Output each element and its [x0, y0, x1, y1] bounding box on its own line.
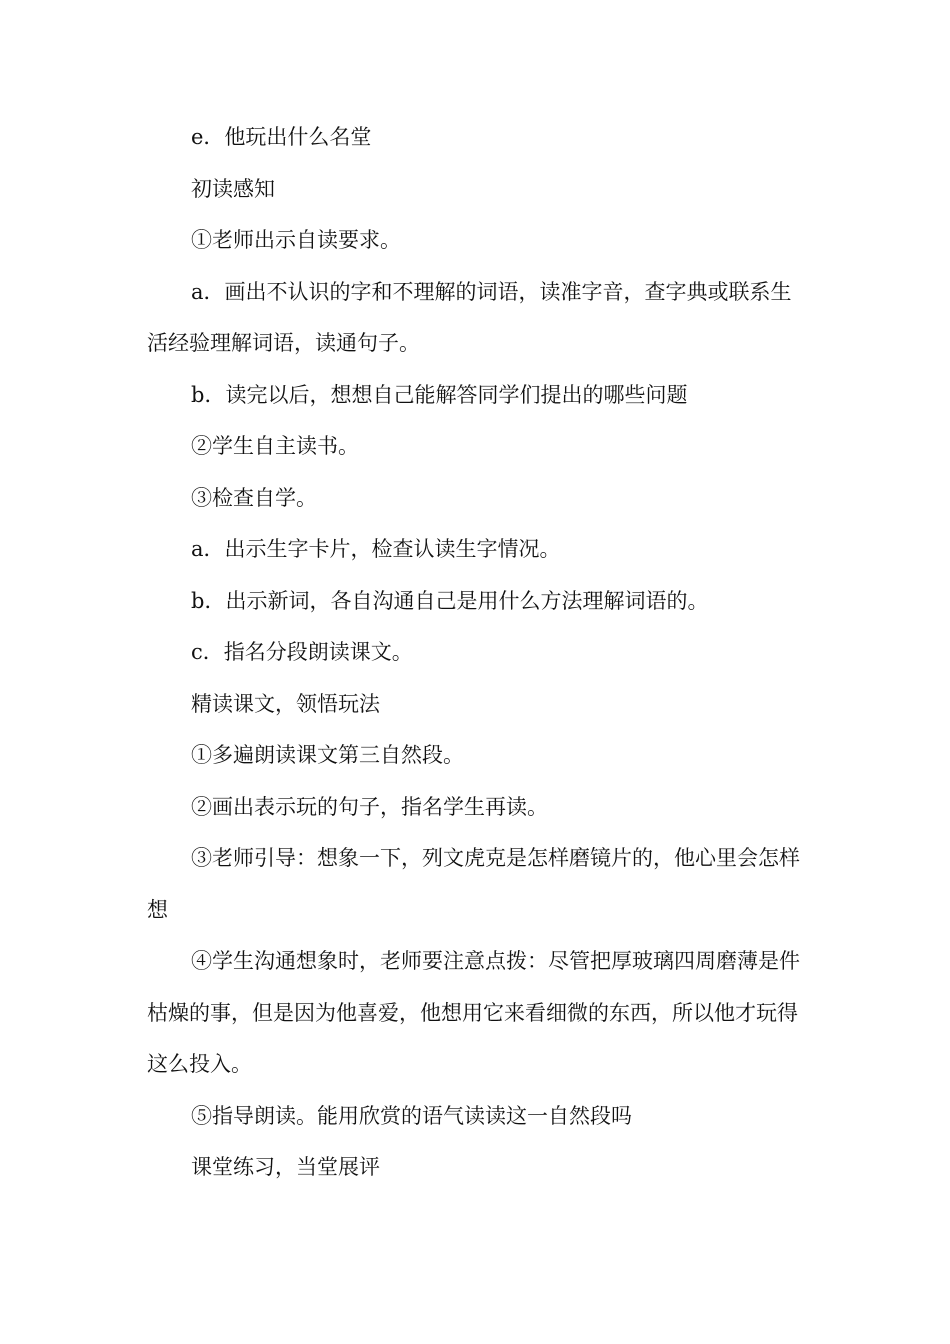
section-heading: 课堂练习，当堂展评 — [191, 1155, 380, 1179]
paragraph: ①老师出示自读要求。 — [191, 228, 401, 252]
paragraph: ④学生沟通想象时，老师要注意点拨：尽管把厚玻璃四周磨薄是件枯燥的事，但是因为他喜爱，他想用它来看细微的东西，所以他才玩得这么投入。 — [147, 949, 800, 1076]
paragraph: ③检查自学。 — [191, 485, 317, 510]
paragraph: e．他玩出什么名堂 — [191, 125, 372, 149]
paragraph: ⑤指导朗读。能用欣赏的语气读读这一自然段吗 — [191, 1103, 632, 1128]
paragraph: c．指名分段朗读课文。 — [191, 640, 413, 664]
paragraph: b．读完以后，想想自己能解答同学们提出的哪些问题 — [191, 382, 688, 407]
paragraph: ②画出表示玩的句子，指名学生再读。 — [191, 794, 548, 819]
paragraph: ②学生自主读书。 — [191, 434, 359, 458]
section-heading: 精读课文，领悟玩法 — [191, 691, 380, 716]
paragraph: ③老师引导：想象一下，列文虎克是怎样磨镜片的，他心里会怎样想 — [147, 846, 800, 922]
paragraph: b．出示新词，各自沟通自己是用什么方法理解词语的。 — [191, 588, 709, 613]
document-body — [147, 112, 807, 1194]
section-heading: 初读感知 — [191, 176, 275, 201]
paragraph: ①多遍朗读课文第三自然段。 — [191, 743, 464, 767]
paragraph: a．出示生字卡片，检查认读生字情况。 — [191, 537, 561, 561]
paragraph: a．画出不认识的字和不理解的词语，读准字音，查字典或联系生活经验理解词语，读通句子。 — [147, 279, 792, 355]
